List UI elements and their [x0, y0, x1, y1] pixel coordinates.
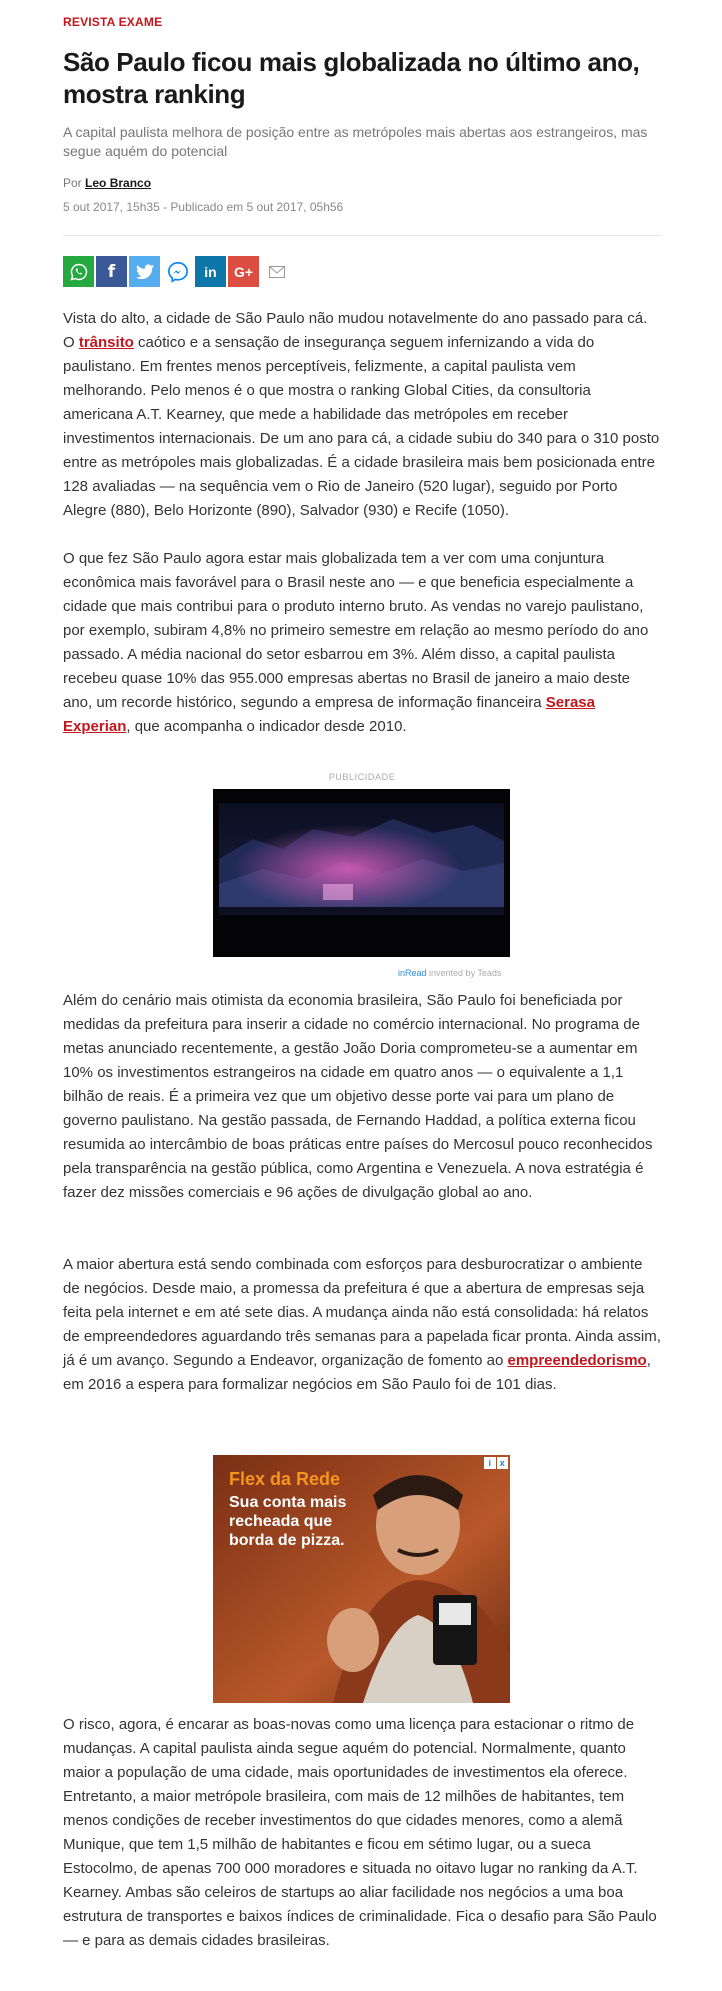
article-subtitle: A capital paulista melhora de posição entre as metrópoles mais abertas aos estrangeiros, mas segue aquém do potencial: [63, 124, 648, 159]
google-plus-icon: G+: [233, 263, 254, 280]
ad-close-icon[interactable]: x: [497, 1457, 509, 1469]
share-linkedin-button[interactable]: [195, 256, 226, 287]
ad-credit: [398, 968, 501, 978]
paragraph-3: Além do cenário mais otimista da economia brasileira, São Paulo foi beneficiada por medidas da prefeitura para inserir a cidade no comércio internacional. No programa de metas anunciado recentemente, a gestão João Doria comprometeu-se a aumentar em 10% os investimentos estrangeiros na cidade em quatro anos — o equivalente a 1,1 bilhão de reais. É a primeira vez que um objetivo desse porte vai para um plano de governo paulistano. Na gestão passada, de Fernando Haddad, a política externa ficou resumida ao intercâmbio de boas práticas entre países do Mercosul pouco reconhecidos pela transparência na gestão pública, como Argentina e Venezuela. A nova estratégia é fazer dez missões comerciais e 96 ações de divulgação global ao ano.: [63, 992, 653, 1201]
ad-credit-text: invented by Teads: [426, 968, 502, 978]
share-email-button[interactable]: [261, 256, 292, 287]
article-title: São Paulo ficou mais globalizada no último ano, mostra ranking: [63, 47, 640, 109]
link-serasa-experian[interactable]: Serasa Experian: [63, 694, 595, 735]
author-link[interactable]: Leo Branco: [85, 176, 152, 190]
paragraph-4: [63, 1253, 661, 1397]
paragraph-4-text-b: , em 2016 a espera para formalizar negócios em São Paulo foi de 101 dias.: [63, 1352, 651, 1393]
messenger-icon: [167, 261, 189, 283]
email-icon: [269, 266, 285, 278]
paragraph-1-text-b: caótico e a sensação de insegurança seguem infernizando a vida do paulistano. Em frentes menos perceptíveis, felizmente, a capital paulista vem melhorando. Pelo menos é o que mostra o ranking Global Cities, da consultoria americana A.T. Kearney, que mede a habilidade das metrópoles em receber investimentos internacionais. De um ano para cá, a cidade subiu do 340 para o 310 posto entre as metrópoles mais globalizadas. É a cidade brasileira mais bem posicionada entre 128 avaliadas — na sequência vem o Rio de Janeiro (520 lugar), seguido por Porto Alegre (880), Belo Horizonte (890), Salvador (930) e Recife (1050).: [63, 334, 660, 519]
twitter-icon: [136, 264, 154, 280]
share-facebook-button[interactable]: [96, 256, 127, 287]
banner-headline: Flex da Rede: [229, 1469, 341, 1489]
paragraph-4-text-a: A maior abertura está sendo combinada com esforços para desburocratizar o ambiente de negócios. Desde maio, a promessa da prefeitura é que a abertura de empresas seja feita pela internet e em até sete dias. A mudança ainda não está consolidada: há relatos de empreendedores aguardando três semanas para a papelada ficar pronta. Ainda assim, já é um avanço. Segundo a Endeavor, organização de fomento ao: [63, 1256, 661, 1369]
paragraph-2-text-a: O que fez São Paulo agora estar mais globalizada tem a ver com uma conjuntura econômica mais favorável para o Brasil neste ano — e que beneficia especialmente a cidade que mais contribui para o produto interno bruto. As vendas no varejo paulistano, por exemplo, subiram 4,8% no primeiro semestre em relação ao mesmo período do ano passado. A média nacional do setor esbarrou em 3%. Além disso, a capital paulista recebeu quase 10% das 955.000 empresas abertas no Brasil de janeiro a maio deste ano, um recorde histórico, segundo a empresa de informação financeira: [63, 550, 649, 711]
ad-label: PUBLICIDADE: [328, 772, 396, 782]
ad-info-icon[interactable]: i: [484, 1457, 496, 1469]
video-ad[interactable]: [213, 789, 510, 957]
byline-prefix: Por: [63, 176, 82, 190]
ad-choices: [484, 1457, 508, 1469]
banner-ad[interactable]: [213, 1455, 510, 1703]
linkedin-icon: in: [204, 263, 217, 280]
divider: [63, 235, 661, 236]
publish-date: 5 out 2017, 15h35 - Publicado em 5 out 2017, 05h56: [63, 200, 344, 214]
paragraph-1-text-a: Vista do alto, a cidade de São Paulo não mudou notavelmente do ano passado para cá. O: [63, 310, 648, 351]
share-whatsapp-button[interactable]: [63, 256, 94, 287]
share-googleplus-button[interactable]: [228, 256, 259, 287]
paragraph-5: O risco, agora, é encarar as boas-novas como uma licença para estacionar o ritmo de mudanças. A capital paulista ainda segue aquém do potencial. Normalmente, quanto maior a população de uma cidade, mais oportunidades de investimentos ela oferece. Entretanto, a maior metrópole brasileira, com mais de 12 milhões de habitantes, tem menos condições de receber investimentos do que cidades menores, como a alemã Munique, que tem 1,5 milhão de habitantes e ficou em sétimo lugar, ou a sueca Estocolmo, de apenas 700 000 moradores e situada no oitavo lugar no ranking da A.T. Kearney. Ambas são celeiros de startups ao aliar facilidade nos negócios a uma boa estrutura de transportes e baixos índices de criminalidade. Fica o desafio para São Paulo — e para as demais cidades brasileiras.: [63, 1716, 657, 1949]
share-bar: [63, 256, 292, 287]
section-kicker[interactable]: REVISTA EXAME: [63, 15, 163, 29]
paragraph-1: [63, 307, 661, 523]
banner-body: Sua conta mais recheada que borda de pizza.: [229, 1494, 347, 1549]
paragraph-2: [63, 547, 661, 739]
link-transito[interactable]: trânsito: [78, 334, 134, 351]
inread-brand[interactable]: inRead: [398, 968, 427, 978]
facebook-icon: f: [107, 261, 116, 282]
share-messenger-button[interactable]: [162, 256, 193, 287]
byline: [63, 176, 151, 190]
whatsapp-icon: [70, 263, 88, 281]
paragraph-2-text-b: , que acompanha o indicador desde 2010.: [126, 718, 407, 735]
share-twitter-button[interactable]: [129, 256, 160, 287]
video-ad-frame: [213, 789, 510, 957]
link-empreendedorismo[interactable]: empreendedorismo: [507, 1352, 647, 1369]
